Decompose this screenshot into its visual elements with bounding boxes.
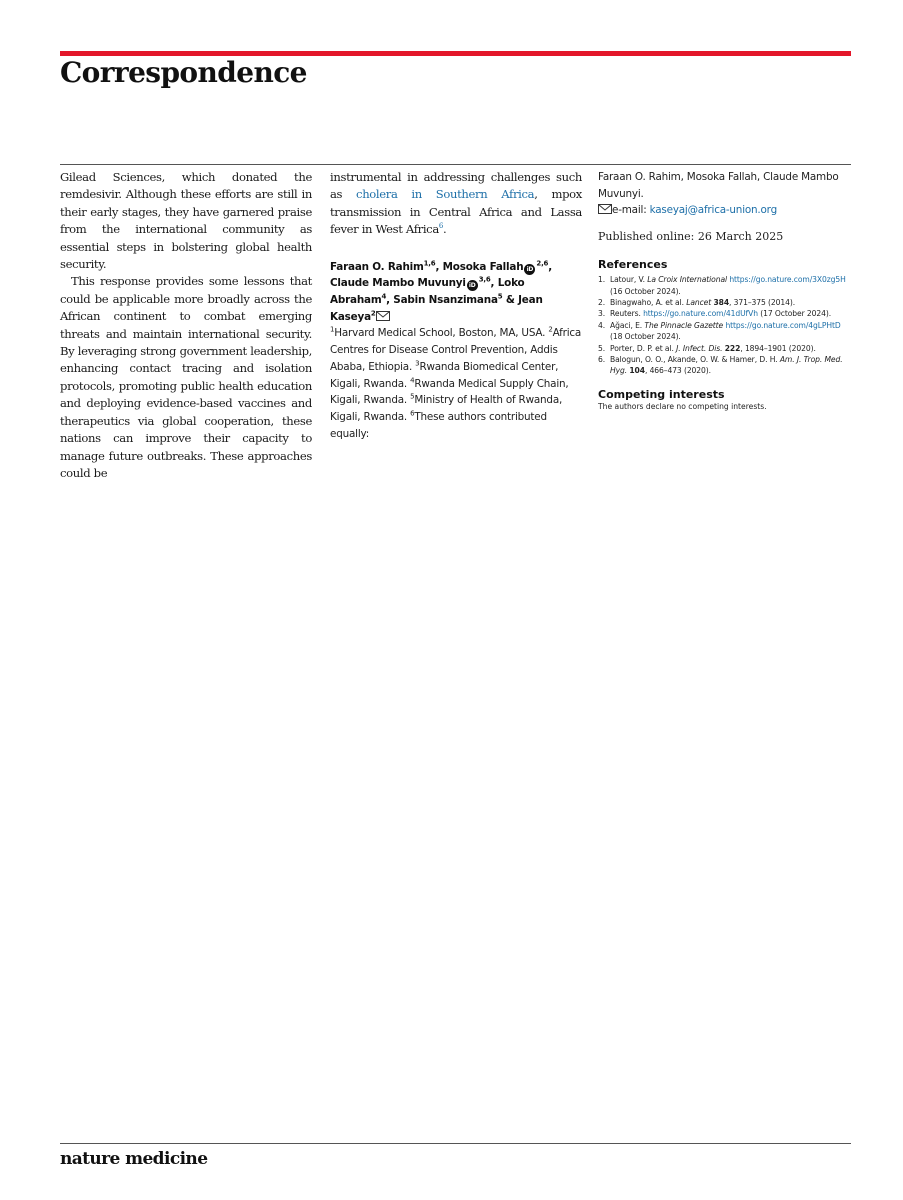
reference-text: Porter, D. P. et al.	[610, 343, 677, 353]
reference-number: 1.	[598, 275, 606, 285]
column-1	[60, 169, 312, 482]
reference-text: Reuters.	[610, 309, 644, 319]
reference-item	[598, 308, 851, 319]
reference-number: 2.	[598, 297, 606, 307]
affiliation-text: Harvard Medical School, Boston, MA, USA.	[334, 327, 549, 340]
affiliation-number: 6	[410, 409, 415, 418]
affiliation-text: Ministry of Health of Rwanda, Kigali, Rwanda.	[330, 394, 563, 423]
orcid-icon[interactable]: iD	[524, 264, 535, 275]
reference-text: (17 October 2024).	[757, 309, 832, 319]
paragraph-3	[330, 169, 582, 239]
reference-volume: 104	[629, 366, 645, 376]
cholera-link[interactable]: cholera in Southern Africa	[356, 187, 535, 202]
author-affiliation-marker: 4	[381, 292, 387, 301]
email-link[interactable]: kaseyaj@africa-union.org	[649, 204, 777, 217]
equal-contribution-names: Faraan O. Rahim, Mosoka Fallah, Claude Mambo Muvunyi.	[598, 171, 839, 200]
reference-journal: J. Infect. Dis.	[676, 343, 723, 353]
reference-number: 4.	[598, 320, 606, 330]
author-name: Faraan O. Rahim	[330, 260, 424, 273]
affiliation-text: These authors contributed equally:	[330, 410, 547, 440]
email-line	[598, 202, 851, 219]
paragraph-1: Gilead Sciences, which donated the remdesivir. Although these efforts are still in their early stages, they have garnered praise from the international community as essential steps in bolstering global health security.	[60, 170, 312, 272]
author-affiliation-marker: 5	[497, 292, 503, 301]
email-label: e-mail:	[612, 204, 650, 217]
reference-number: 3.	[598, 309, 606, 319]
author-separator: &	[502, 294, 519, 307]
competing-interests-heading: Competing interests	[598, 387, 725, 401]
footer-rule	[60, 1143, 851, 1144]
reference-text: Ağaci, E.	[610, 320, 645, 330]
competing-interests-text: The authors declare no competing interests.	[598, 401, 767, 411]
references-list	[598, 274, 851, 377]
reference-item	[598, 354, 851, 377]
reference-item	[598, 320, 851, 343]
header-rule	[60, 164, 851, 165]
author-separator: ,	[435, 260, 443, 273]
reference-citation[interactable]: 6	[438, 222, 444, 231]
reference-text: , 1894–1901 (2020).	[740, 343, 816, 353]
affiliation-text: Rwanda Biomedical Center, Kigali, Rwanda.	[330, 360, 559, 390]
paragraph-3-start: instrumental in addressing challenges such as	[330, 170, 582, 202]
journal-name: nature medicine	[60, 1149, 208, 1169]
author-list	[330, 259, 582, 326]
reference-number: 5.	[598, 343, 606, 353]
author-affiliation-marker: 3,6	[478, 275, 491, 284]
reference-journal: The Pinnacle Gazette	[644, 320, 724, 330]
paragraph-2: This response provides some lessons that could be applicable more broadly across the African continent to combat emerging threats and maintain international security. By leveraging strong government leadership, enhancing contact tracing and isolation protocols, promoting public health education and deploying evidence-based vaccines and therapeutics via global cooperation, these nations can improve their capacity to manage future outbreaks. These approaches could be	[60, 274, 312, 480]
orcid-icon[interactable]: iD	[467, 280, 478, 291]
mail-icon	[598, 204, 612, 214]
reference-text: , 371–375 (2014).	[729, 297, 796, 307]
reference-item	[598, 343, 851, 354]
reference-volume: 222	[724, 343, 741, 353]
affiliation-text: Rwanda Medical Supply Chain, Kigali, Rwanda.	[330, 377, 569, 407]
reference-volume: 384	[713, 297, 730, 307]
reference-item	[598, 297, 851, 308]
reference-link[interactable]: https://go.nature.com/4gLPHtD	[725, 320, 841, 330]
reference-journal: Am. J. Trop. Med. Hyg.	[610, 354, 843, 376]
section-title: Correspondence	[60, 56, 307, 89]
reference-journal: La Croix International	[647, 275, 728, 285]
author-name: Loko Abraham	[330, 277, 525, 307]
author-name: Jean Kaseya	[330, 294, 543, 323]
column-3	[598, 169, 851, 413]
reference-number: 6.	[598, 354, 606, 364]
author-name: Sabin Nsanzimana	[393, 294, 498, 307]
author-separator: ,	[490, 277, 498, 290]
affiliation-number: 3	[415, 359, 420, 368]
reference-text: Balogun, O. O., Akande, O. W. & Hamer, D. H.	[610, 354, 780, 364]
paragraph-3-mid: , mpox transmission in Central Africa and Lassa fever in West Africa	[330, 187, 582, 237]
affiliation-text: Africa Centres for Disease Control Prevention, Addis Ababa, Ethiopia.	[330, 327, 582, 373]
author-separator: ,	[386, 294, 394, 307]
reference-item	[598, 274, 851, 297]
reference-text: (16 October 2024).	[610, 286, 681, 296]
author-affiliation-marker: 2	[370, 309, 376, 318]
reference-journal: Lancet	[686, 297, 712, 307]
author-separator: ,	[548, 260, 552, 273]
author-name: Mosoka Fallah	[442, 260, 524, 273]
published-date: Published online: 26 March 2025	[598, 230, 784, 244]
column-2	[330, 169, 582, 442]
author-affiliation-marker: 2,6	[536, 259, 549, 268]
reference-text: Binagwaho, A. et al.	[610, 297, 687, 307]
reference-link[interactable]: https://go.nature.com/3X0zg5H	[729, 275, 846, 285]
affiliation-number: 5	[410, 392, 415, 401]
paragraph-3-end: .	[443, 222, 447, 237]
reference-text: Latour, V.	[610, 275, 648, 285]
author-name: Claude Mambo Muvunyi	[330, 277, 466, 290]
reference-link[interactable]: https://go.nature.com/41dUfVh	[643, 309, 758, 319]
reference-text: (18 October 2024).	[610, 332, 681, 342]
corresponding-author-mail-icon[interactable]	[376, 311, 390, 321]
affiliations	[330, 325, 582, 442]
author-affiliation-marker: 1,6	[423, 259, 436, 268]
affiliation-number: 1	[330, 325, 335, 334]
reference-text: , 466–473 (2020).	[644, 366, 711, 376]
affiliation-number: 4	[410, 376, 415, 385]
affiliation-number: 2	[548, 325, 553, 334]
references-heading: References	[598, 258, 668, 272]
